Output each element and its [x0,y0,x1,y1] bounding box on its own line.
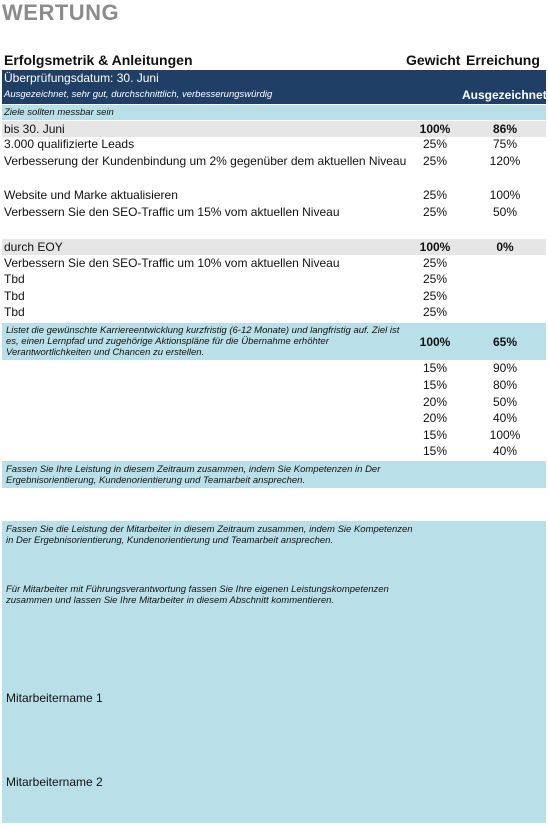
goals-note-row [2,105,546,120]
goal-row [2,256,546,272]
goal-row [2,289,546,305]
section-row [2,239,546,255]
career-achievement: 65% [492,335,518,349]
achievement-column-header: Erreichung [466,52,540,68]
section-label: durch EOY [4,240,63,254]
page-title: WERTUNG [2,0,120,25]
career-item-row [2,395,546,411]
goal-weight: 25% [422,137,448,151]
goal-weight: 25% [422,305,448,319]
review-header-block [2,70,546,104]
goal-row [2,137,546,153]
career-item-achievement: 50% [492,395,518,409]
goal-row [2,154,546,170]
goal-label: Verbessern Sie den SEO-Traffic um 15% vom aktuellen Niveau [4,205,340,219]
goal-label: Website und Marke aktualisieren [4,188,178,202]
employee-name-2: Mitarbeitername 2 [6,775,103,789]
overall-rating: Ausgezeichnet [462,88,547,102]
goal-weight: 25% [422,272,448,286]
weight-column-header: Gewicht [406,52,461,68]
section-weight: 100% [419,240,451,254]
career-item-achievement: 40% [492,444,518,458]
goal-row [2,205,546,221]
goal-weight: 25% [422,154,448,168]
career-weight: 100% [419,335,451,349]
self-summary-instructions: Fassen Sie Ihre Leistung in diesem Zeitraum zusammen, indem Sie Kompetenzen in Der Ergebnisorientierung, Kundenorientierung und Teamarbeit ansprechen. [6,464,381,486]
career-development-row [2,323,546,360]
career-item-achievement: 80% [492,378,518,392]
goal-weight: 25% [422,188,448,202]
employee-summary-block [2,521,546,823]
section-achievement: 86% [492,122,518,136]
goal-achievement: 50% [492,205,518,219]
goal-label: Verbesserung der Kundenbindung um 2% gegenüber dem aktuellen Niveau [4,154,407,168]
goal-label: Verbessern Sie den SEO-Traffic um 10% vom aktuellen Niveau [4,256,340,270]
goal-label: 3.000 qualifizierte Leads [4,137,135,151]
employee-name-1: Mitarbeitername 1 [6,691,103,705]
section-achievement: 0% [496,240,514,254]
goal-achievement: 100% [489,188,521,202]
career-item-weight: 20% [422,411,448,425]
goal-label: Tbd [4,289,25,303]
career-item-row [2,411,546,427]
review-date: Überprüfungsdatum: 30. Juni [4,71,159,85]
goal-row [2,188,546,204]
metric-column-header: Erfolgsmetrik & Anleitungen [4,52,193,68]
goal-row [2,305,546,321]
goal-label: Tbd [4,305,25,319]
career-item-row [2,428,546,444]
career-item-weight: 15% [422,428,448,442]
employee-summary-instructions: Fassen Sie die Leistung der Mitarbeiter in diesem Zeitraum zusammen, indem Sie Kompetenzen in Der Ergebnisorientierung, Kundenorientierung und Teamarbeit ansprechen. [6,524,413,546]
career-item-weight: 15% [422,361,448,375]
goal-weight: 25% [422,256,448,270]
self-summary-row [2,461,546,488]
career-item-weight: 15% [422,378,448,392]
goal-achievement: 120% [489,154,521,168]
career-instructions: Listet die gewünschte Karriereentwicklung kurzfristig (6-12 Monate) und langfristig auf. Ziel ist es, einen Lernpfad und zugehörige Aktionspläne für die Übernahme erhöhter Verantwortlichkeiten und Chancen zu erstellen. [6,325,400,358]
career-item-weight: 15% [422,444,448,458]
career-item-row [2,361,546,377]
career-item-achievement: 100% [489,428,521,442]
career-item-achievement: 40% [492,411,518,425]
goal-row [2,272,546,288]
section-weight: 100% [419,122,451,136]
goal-weight: 25% [422,205,448,219]
section-row [2,121,546,137]
goal-achievement: 75% [492,137,518,151]
goal-label: Tbd [4,272,25,286]
leadership-note: Für Mitarbeiter mit Führungsverantwortung fassen Sie Ihre eigenen Leistungskompetenzen zusammen und lassen Sie Ihre Mitarbeiter in diesem Abschnitt kommentieren. [6,584,389,606]
career-item-weight: 20% [422,395,448,409]
career-item-achievement: 90% [492,361,518,375]
rating-scale: Ausgezeichnet, sehr gut, durchschnittlich, verbesserungswürdig [4,89,273,100]
career-item-row [2,444,546,460]
section-label: bis 30. Juni [4,122,65,136]
goals-note: Ziele sollten messbar sein [4,107,114,118]
career-item-row [2,378,546,394]
goal-weight: 25% [422,289,448,303]
